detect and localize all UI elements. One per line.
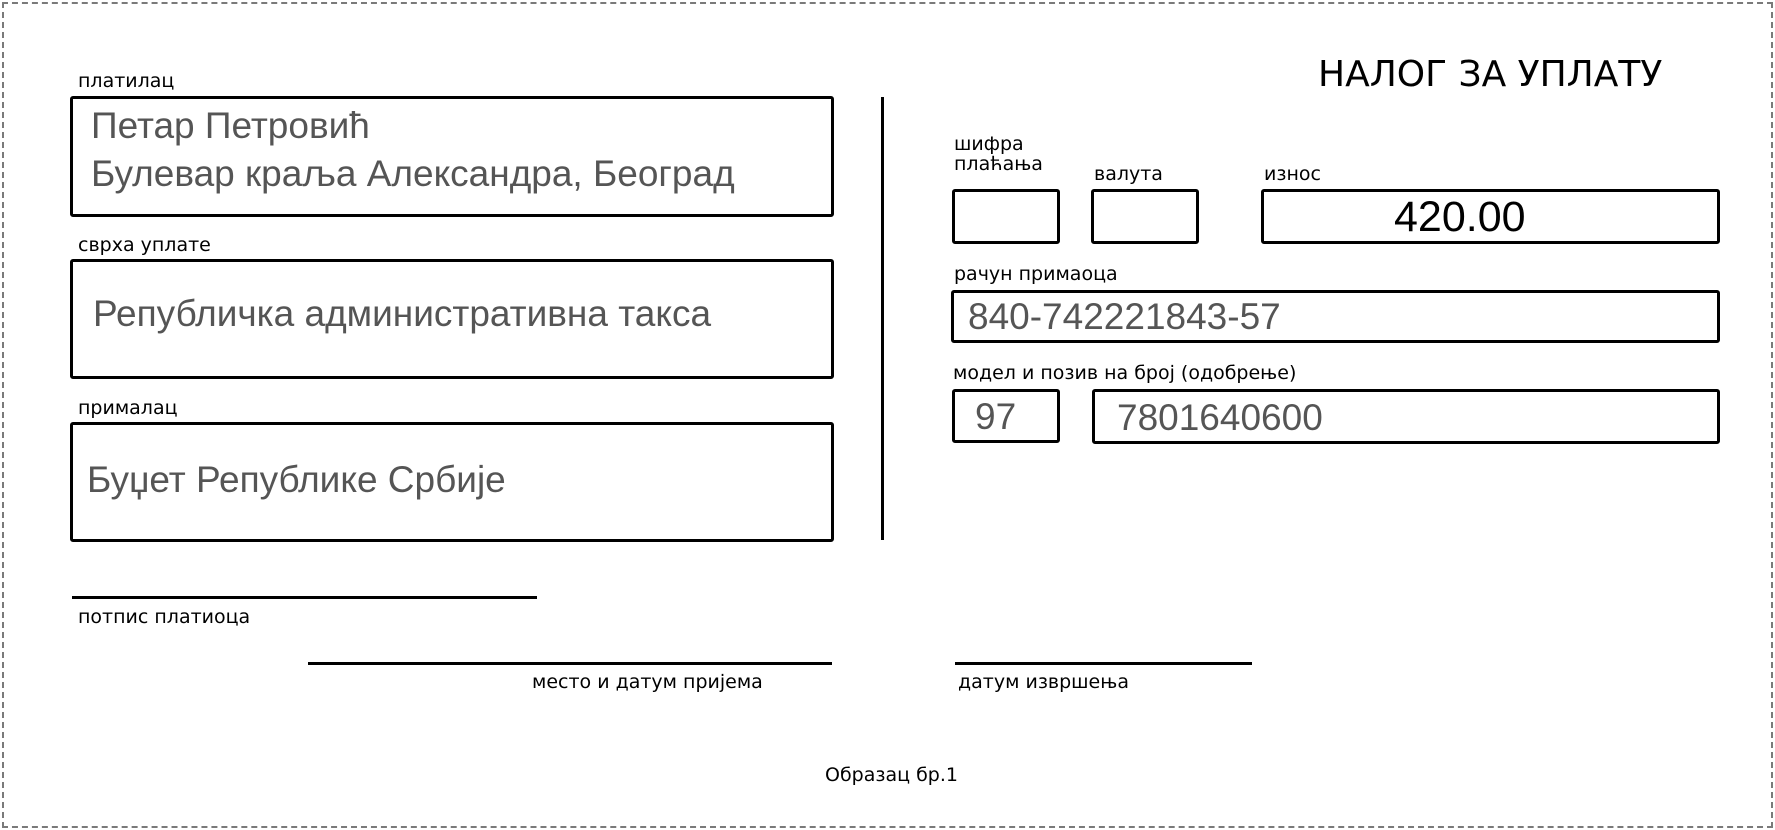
payment-code-label [954,135,1043,175]
amount-field[interactable] [1261,189,1720,244]
reference-model-value: 97 [975,396,1017,437]
purpose-value: Републичка административна такса [93,293,712,334]
form-title: НАЛОГ ЗА УПЛАТУ [1318,54,1663,95]
amount-label: износ [1264,163,1321,185]
currency-field[interactable] [1091,189,1199,244]
recipient-field[interactable] [70,422,834,542]
execution-date-line[interactable] [955,662,1252,665]
payer-label: платилац [78,70,175,92]
execution-date-label: датум извршења [958,671,1129,693]
payer-field[interactable] [70,96,834,217]
column-divider [881,97,884,540]
payment-code-label-line2: плаћања [954,152,1043,175]
account-value: 840-742221843-57 [968,296,1281,337]
payer-name: Петар Петровић [91,105,370,146]
recipient-value: Буџет Републике Србије [87,459,506,500]
currency-label: валута [1094,163,1163,185]
account-label: рачун примаоца [954,263,1118,285]
recipient-label: прималац [78,397,178,419]
purpose-label: сврха уплате [78,234,211,256]
payment-code-field[interactable] [952,189,1060,244]
reference-model-field[interactable] [952,389,1060,443]
reference-label: модел и позив на број (одобрење) [953,362,1297,384]
purpose-field[interactable] [70,259,834,379]
place-date-line[interactable] [308,662,832,665]
payer-address: Булевар краља Александра, Београд [91,153,735,194]
place-date-label: место и датум пријема [532,671,763,693]
reference-number-value: 7801640600 [1117,397,1323,438]
payment-code-label-line1: шифра [954,133,1024,155]
account-field[interactable] [951,290,1720,343]
reference-number-field[interactable] [1092,389,1720,444]
payer-signature-label: потпис платиоца [78,606,251,628]
amount-value: 420.00 [1394,193,1526,241]
payer-signature-line[interactable] [72,596,537,599]
form-number: Образац бр.1 [825,764,958,786]
